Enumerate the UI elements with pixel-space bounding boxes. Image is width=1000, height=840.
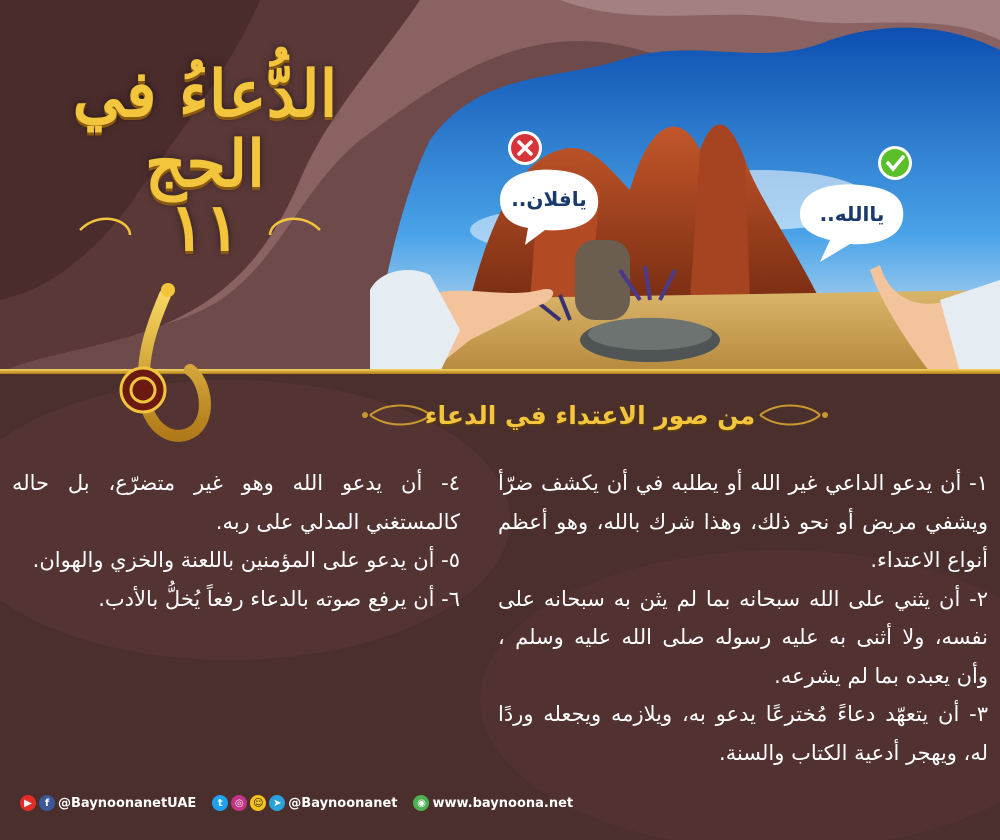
- footer-website[interactable]: www.baynoona.net: [432, 795, 574, 811]
- globe-icon[interactable]: ◉: [413, 795, 429, 811]
- social-group-1: [20, 795, 196, 811]
- point-6: ٦- أن يرفع صوته بالدعاء رفعاً يُخلُّ بالأدب.: [98, 586, 460, 611]
- footer: [20, 792, 583, 814]
- point-5: ٥- أن يدعو على المؤمنين باللعنة والخزي والهوان.: [32, 548, 460, 572]
- facebook-icon[interactable]: f: [39, 795, 55, 811]
- points-column-left: [12, 464, 460, 618]
- social-group-2: [212, 795, 397, 811]
- point-3: ٣- أن يتعهّد دعاءً مُخترعًا يدعو به، ويلازمه ويجعله وردًا له، ويهجر أدعية الكتاب والسنة.: [498, 702, 988, 765]
- bubble-right-text: ياالله..: [819, 202, 885, 226]
- telegram-icon[interactable]: ➤: [269, 795, 285, 811]
- point-2: ٢- أن يثني على الله سبحانه بما لم يثن به سبحانه على نفسه، ولا أثنى به عليه رسوله صلى الله عليه وسلم ، وأن يعبده بما لم يشرعه.: [498, 586, 988, 688]
- website-group: [413, 795, 573, 811]
- snapchat-icon[interactable]: ☺: [250, 795, 266, 811]
- section-title: من صور الاعتداء في الدعاء: [424, 401, 756, 430]
- footer-handle-1[interactable]: @BaynoonanetUAE: [58, 795, 197, 811]
- youtube-icon[interactable]: ▶: [20, 795, 36, 811]
- instagram-icon[interactable]: ◎: [231, 795, 247, 811]
- point-4: ٤- أن يدعو الله وهو غير متضرّع، بل حاله كالمستغني المدلي على ربه.: [12, 471, 460, 534]
- points-column-right: [498, 464, 988, 772]
- point-1: ١- أن يدعو الداعي غير الله أو يطلبه في أن يكشف ضرّأ ويشفي مريض أو نحو ذلك، وهذا شرك بالله، وهو أعظم أنواع الاعتداء.: [498, 471, 988, 572]
- bubble-wrong-text: يافلان..: [511, 187, 587, 211]
- twitter-icon[interactable]: t: [212, 795, 228, 811]
- footer-handle-2[interactable]: @Baynoonanet: [288, 795, 398, 811]
- page-title: الدُّعاءُ في الحج: [72, 57, 338, 203]
- episode-number: ١١: [169, 188, 241, 266]
